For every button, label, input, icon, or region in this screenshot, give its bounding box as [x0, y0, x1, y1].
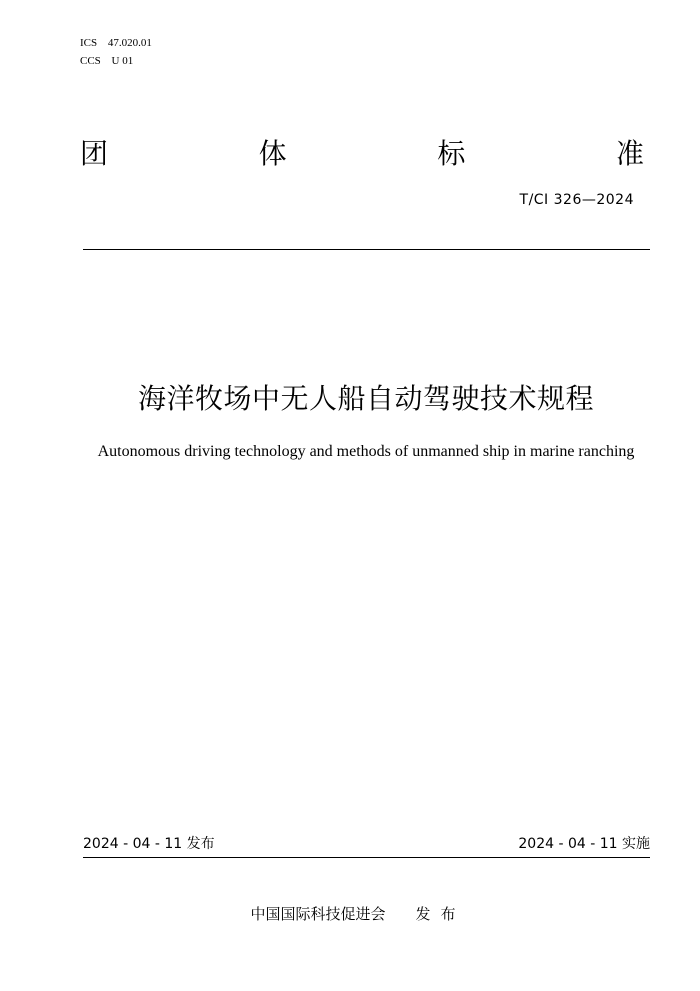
classification-block: [80, 34, 152, 70]
publisher-name: 中国国际科技促进会: [250, 905, 386, 923]
standard-type-char: 体: [258, 137, 287, 170]
ccs-row: [80, 52, 152, 70]
ccs-code: U 01: [111, 55, 134, 67]
ics-code: 47.020.01: [107, 37, 152, 49]
publish-date: 2024 - 04 - 11 发布: [83, 836, 215, 852]
ccs-label: CCS: [80, 55, 101, 67]
ics-row: [80, 34, 152, 52]
title-english: Autonomous driving technology and methods of unmanned ship in marine ranching: [97, 443, 635, 460]
publisher-action: 发布: [415, 905, 466, 923]
publisher-line: [0, 902, 700, 926]
standard-type-char: 团: [80, 137, 109, 170]
title-chinese: 海洋牧场中无人船自动驾驶技术规程: [137, 382, 594, 415]
standard-type-heading: [80, 134, 644, 174]
footer-divider: [83, 857, 650, 858]
header-divider: [83, 249, 650, 250]
ics-label: ICS: [80, 37, 98, 49]
date-row: [83, 833, 650, 855]
standard-number: T/CI 326—2024: [519, 192, 634, 208]
implement-date: 2024 - 04 - 11 实施: [518, 836, 650, 852]
standard-type-char: 标: [437, 137, 466, 170]
standard-type-char: 准: [615, 137, 644, 170]
